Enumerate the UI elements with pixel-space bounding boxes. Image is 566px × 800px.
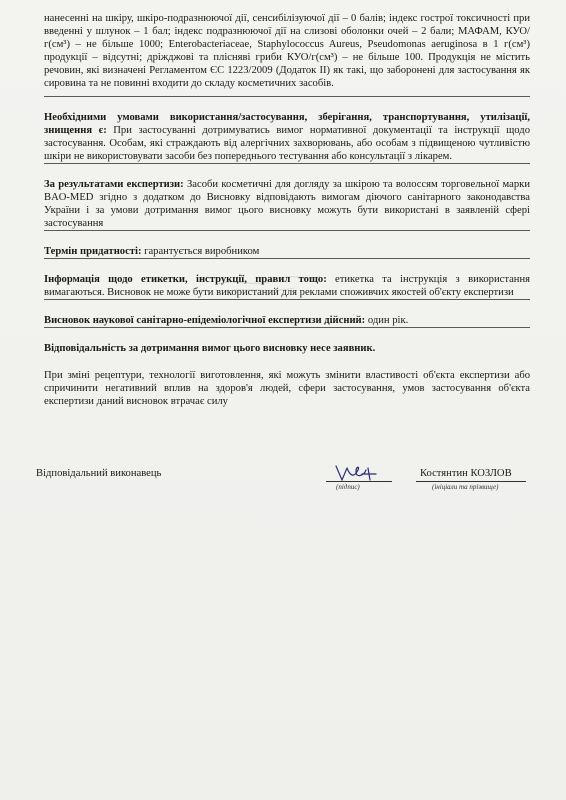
section-usage-conditions: [44, 111, 530, 163]
responsible-executor-label: Відповідальний виконавець: [36, 468, 162, 479]
signature-block: [36, 466, 536, 506]
name-caption: (ініціали та прізвище): [432, 483, 499, 491]
section-text: гарантується виробником: [141, 246, 260, 257]
section-label: Висновок наукової санітарно-епідеміологічної експертизи дійсний:: [44, 315, 366, 326]
section-label: Необхідними умовами використання/застосування, зберігання, транспортування, утилізації, знищення є:: [44, 112, 530, 136]
section-label: Інформація щодо етикетки, інструкції, правил тощо:: [44, 274, 327, 285]
executor-name: Костянтин КОЗЛОВ: [420, 468, 512, 479]
section-text: етикетка та інструкція з використання вимагаються. Висновок не може бути використаний для реклами споживчих якостей об'єкту експертизи: [44, 274, 530, 298]
section-shelf-life: [44, 245, 530, 258]
section-responsibility: [44, 342, 530, 355]
section-text: Засоби косметичні для догляду за шкірою та волоссям торговельної марки BAO-MED згідно з додатком до Висновку відповідають вимогам діючого санітарного законодавства України і за умови дотримання вимог цього висновку можуть бути використані в заявленій сфері застосування: [44, 179, 530, 229]
signature-caption: (підпис): [336, 483, 360, 491]
document-body: [44, 12, 530, 408]
section-expertise-results: [44, 178, 530, 230]
section-label: За результатами експертизи:: [44, 179, 184, 190]
section-text: При застосуванні дотримуватись вимог нормативної документації та інструкції щодо застосування. Особам, які страждають від алергічних захворювань, або особам з підвищеною чутливістю шкіри не використовувати засоби без попереднього тестування або консультації з лікарем.: [44, 125, 530, 162]
section-validity: [44, 314, 530, 327]
section-label-info: [44, 273, 530, 299]
section-label: Термін придатності:: [44, 246, 142, 257]
signature-line: [326, 481, 392, 482]
section-label: Відповідальність за дотримання вимог цього висновку несе заявник.: [44, 343, 376, 354]
paragraph-test-results: нанесенні на шкіру, шкіро-подразнюючої дії, сенсибілізуючої дії – 0 балів; індекс гострої токсичності при введенні у шлунок – 1 бал; індекс подразнюючої дії на слизові оболонки очей – 2 бали; МАФАМ, КУО/г(см³) – не більше 1000; Enterobacteriaceae, Staphylococcus Aureus, Pseudomonas aeruginosa в 1 г(см³) продукції – відсутні; дріжджові та плісняві гриби КУО/г(см³) – не більше 100. Продукція не містить речовин, які визначені Регламентом ЄС 1223/2009 (Додаток II) як такі, що заборонені для застосування як сировина та не повинні входити до складу косметичних засобів.: [44, 13, 530, 89]
name-line: [416, 481, 526, 482]
section-text: один рік.: [365, 315, 409, 326]
paragraph-validity-loss: При зміні рецептури, технології виготовлення, які можуть змінити властивості об'єкта експертизи або спричинити негативний вплив на здоров'я людей, сфери застосування, умов застосування об'єкта експертизи даний висновок втрачає силу: [44, 370, 530, 407]
